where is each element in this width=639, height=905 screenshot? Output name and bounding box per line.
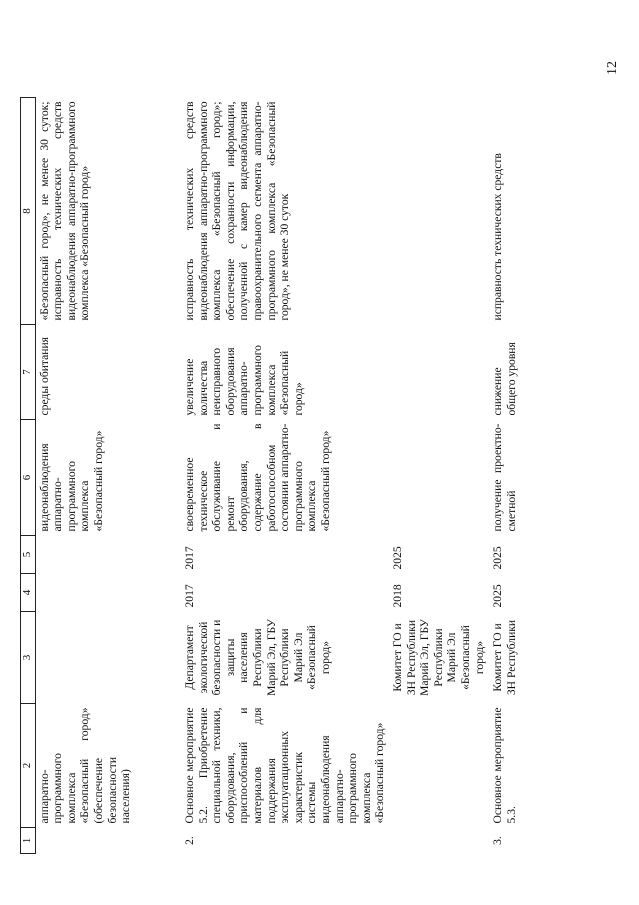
page-number: 12 xyxy=(605,61,620,75)
cell-start-year: 2025 xyxy=(491,584,504,608)
cell-number xyxy=(389,828,489,854)
col-header-6: 6 xyxy=(21,420,36,536)
col-header-8: 8 xyxy=(21,98,36,325)
cell-consequences xyxy=(389,325,489,420)
cell-activity: Основное мероприятие 5.3. xyxy=(491,707,518,824)
cell-activity xyxy=(389,704,489,828)
cell-end-year xyxy=(35,536,181,574)
col-header-5: 5 xyxy=(21,536,36,574)
cell-start-year xyxy=(35,574,181,612)
cell-end-year: 2025 xyxy=(391,546,404,570)
program-table xyxy=(20,97,549,854)
cell-start-year: 2018 xyxy=(391,584,404,608)
cell-expected-result: получение проектно-сметной xyxy=(491,423,518,532)
cell-start-year: 2017 xyxy=(183,584,197,608)
cell-executor xyxy=(35,612,181,704)
table-row xyxy=(35,98,181,854)
cell-number: 3. xyxy=(491,836,504,845)
cell-consequences: среды обитания xyxy=(37,336,51,416)
cell-expected-result: своевременное техническое обслуживание и ремонт оборудования, содержание в работоспособном состоянии аппаратно-программного комплекса «Безопасный город» xyxy=(183,423,333,532)
table-row xyxy=(389,98,489,854)
table-row xyxy=(181,98,389,854)
cell-indicators: исправность технических средств видеонаблюдения аппаратно-программного комплекса «Безопасный город»; обеспечение сохранности информации, полученной с камер видеонаблюдения правоохранительного сегмента аппаратно-программного комплекса «Безопасный город», не менее 30 суток xyxy=(183,101,292,321)
col-header-1: 1 xyxy=(21,828,36,854)
col-header-2: 2 xyxy=(21,704,36,828)
cell-activity: аппаратно-программного комплекса «Безопасный город» (обеспечение безопасности населения) xyxy=(37,707,133,824)
cell-executor: Комитет ГО и ЗН Республики xyxy=(491,619,518,696)
cell-number: 2. xyxy=(183,836,197,845)
table-row xyxy=(489,98,549,854)
cell-indicators: исправность технических средств xyxy=(491,153,504,321)
cell-number xyxy=(35,828,181,854)
col-header-4: 4 xyxy=(21,574,36,612)
cell-consequences: увеличение количества неисправного оборудования аппаратно-программного комплекса «Безопасный город» xyxy=(183,345,305,416)
cell-executor: Комитет ГО и ЗН Республики Марий Эл, ГБУ Республики Марий Эл «Безопасный город» xyxy=(391,619,486,696)
cell-consequences: снижение общего уровня xyxy=(491,342,518,416)
cell-expected-result xyxy=(389,420,489,536)
cell-indicators: «Безопасный город», не менее 30 суток; исправность технических средств видеонаблюдения аппаратно-программного комплекса «Безопасный город» xyxy=(37,101,92,321)
cell-activity: Основное мероприятие 5.2. Приобретение специальной техники, оборудования, приспособлений и материалов для поддержания эксплуатационных характеристик системы видеонаблюдения аппаратно-программного комплекса «Безопасный город» xyxy=(183,707,387,824)
cell-executor: Департамент экологической безопасности и защиты населения Республики Марий Эл, ГБУ Республики Марий Эл «Безопасный город» xyxy=(183,619,333,696)
cell-end-year: 2017 xyxy=(183,546,197,570)
cell-expected-result: видеонаблюдения аппаратно-программного комплекса «Безопасный город» xyxy=(37,430,105,532)
col-header-7: 7 xyxy=(21,325,36,420)
cell-end-year: 2025 xyxy=(491,546,504,570)
cell-indicators xyxy=(389,98,489,325)
header-row xyxy=(21,98,36,854)
col-header-3: 3 xyxy=(21,612,36,704)
rotated-table-area xyxy=(20,98,562,854)
